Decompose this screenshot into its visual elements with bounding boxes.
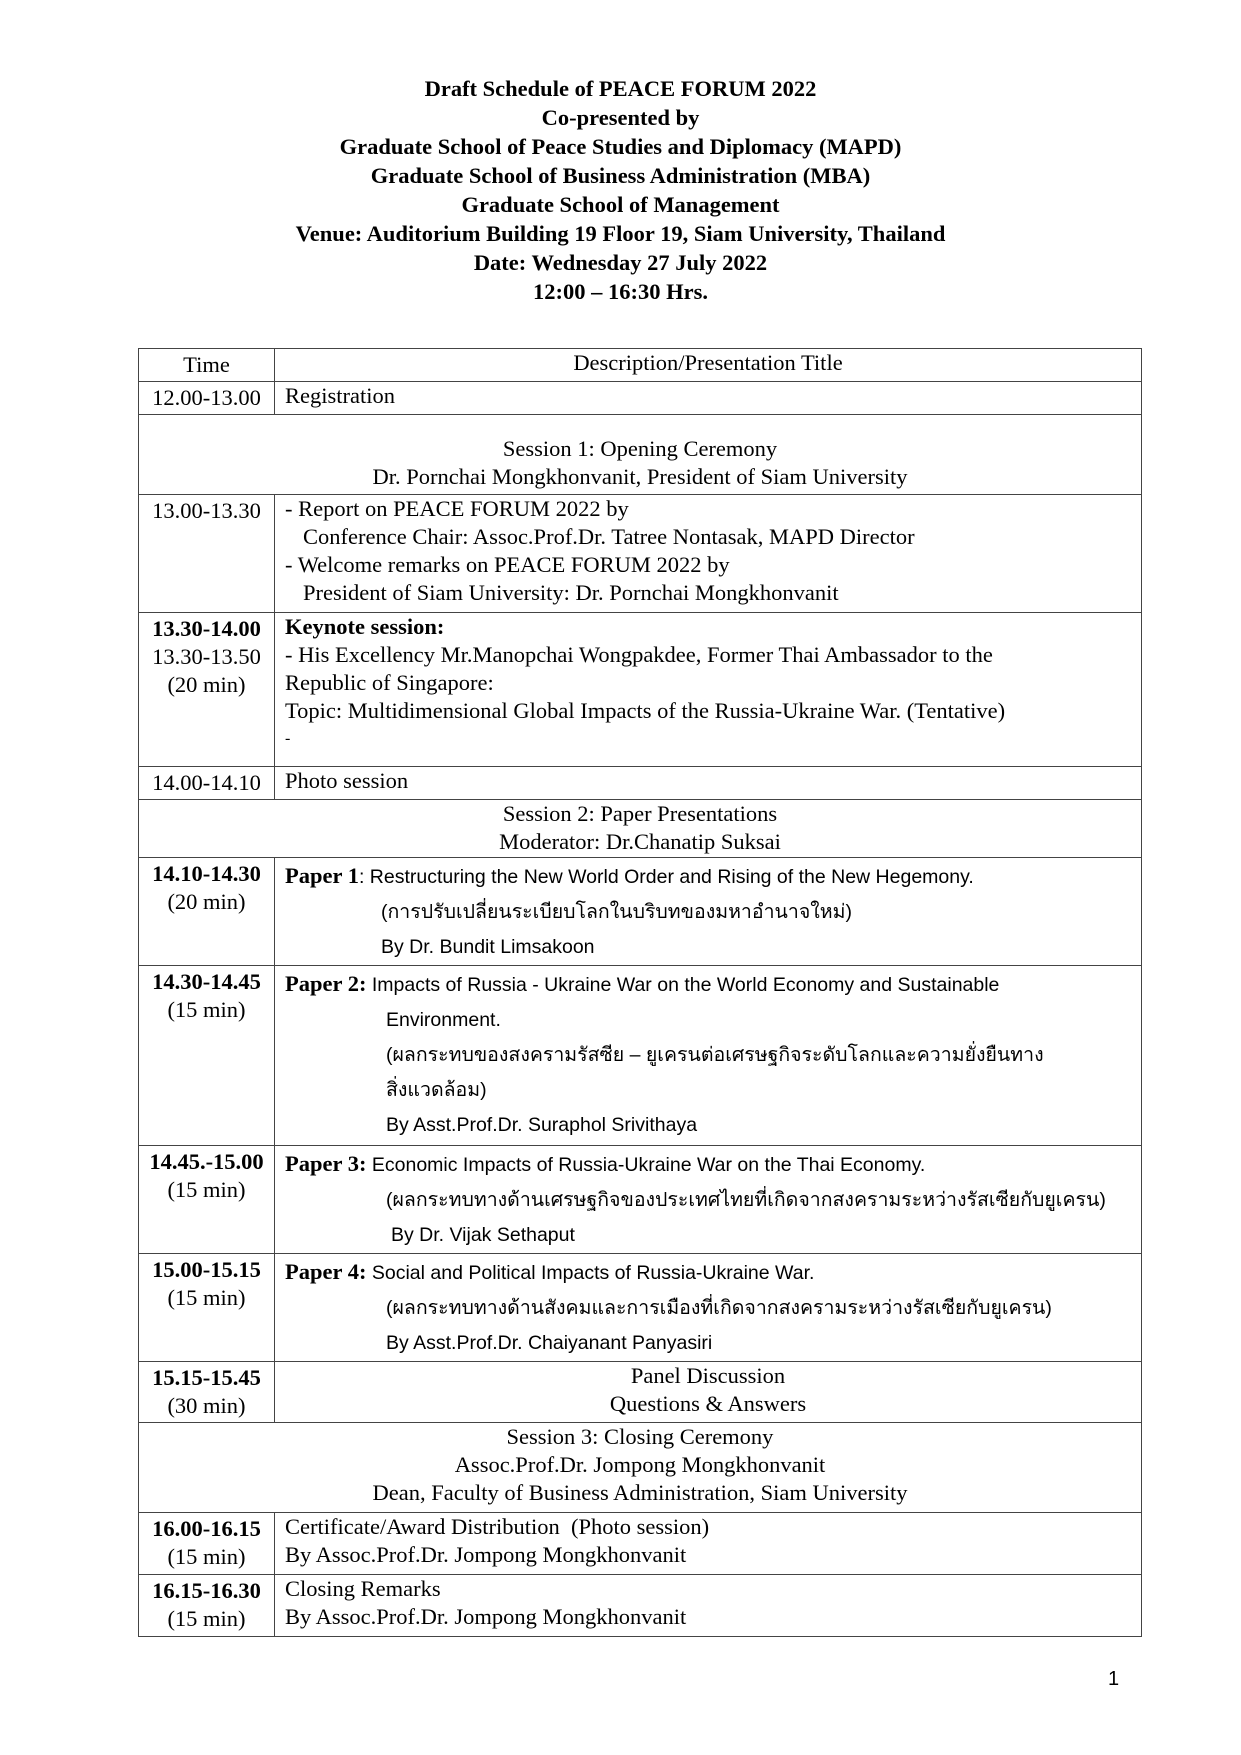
table-row [139,966,1142,1146]
text-line: - His Excellency Mr.Manopchai Wongpakdee, Former Thai Ambassador to the [285,642,993,667]
hours-line: 12:00 – 16:30 Hrs. [533,279,708,304]
table-header-row [139,349,1142,382]
time-range: 14.45.-15.00 [149,1149,264,1174]
time-cell: 13.00-13.30 [139,495,275,613]
time-range: 14.10-14.30 [152,861,261,886]
time-cell [139,1575,275,1637]
paper-label: Paper 3: [285,1151,367,1176]
session-chair: Dr. Pornchai Mongkhonvanit, President of Siam University [372,464,908,489]
paper-title: Social and Political Impacts of Russia-Ukraine War. [366,1262,815,1284]
paper-label: Paper 1 [285,863,359,888]
session-title: Session 1: Opening Ceremony [502,436,778,461]
time-range: 16.15-16.30 [152,1578,261,1603]
organizer-management: Graduate School of Management [461,192,780,217]
time-range: 15.15-15.45 [152,1365,261,1390]
session-row [139,1423,1142,1513]
venue-line: Venue: Auditorium Building 19 Floor 19, Siam University, Thailand [295,221,946,246]
table-row [139,1575,1142,1637]
description-cell [275,1362,1142,1423]
duration: (30 min) [167,1393,246,1418]
description-cell [275,613,1142,767]
table-row [139,1362,1142,1423]
session-2-heading [139,800,1142,858]
session-host-name: Assoc.Prof.Dr. Jompong Mongkhonvanit [454,1452,826,1477]
table-row [139,767,1142,800]
schedule-table [138,348,1142,1637]
paper-title: Economic Impacts of Russia-Ukraine War on the Thai Economy. [366,1154,926,1176]
session-row [139,800,1142,858]
text-line: - Welcome remarks on PEACE FORUM 2022 by [285,552,730,577]
text-line: Certificate/Award Distribution (Photo session) [285,1514,710,1539]
paper-thai-title: (ผลกระทบของสงครามรัสซีย – ยูเครนต่อเศรษฐกิจระดับโลกและความยั่งยืนทาง [386,1044,1044,1066]
table-row [139,613,1142,767]
text-line: Republic of Singapore: [285,670,494,695]
session-1-heading [139,415,1142,495]
text-line: By Assoc.Prof.Dr. Jompong Mongkhonvanit [285,1604,687,1629]
duration: (15 min) [167,1544,246,1569]
paper-title: : Restructuring the New World Order and Rising of the New Hegemony. [358,866,974,888]
paper-author: By Asst.Prof.Dr. Chaiyanant Panyasiri [386,1332,713,1354]
description-cell [275,858,1142,966]
panel-subtitle: Questions & Answers [609,1391,807,1416]
time-cell [139,1254,275,1362]
time-cell [139,858,275,966]
time-range: 13.30-14.00 [152,616,261,641]
date-line: Date: Wednesday 27 July 2022 [473,250,768,275]
table-row [139,1513,1142,1575]
paper-label: Paper 2: [285,971,367,996]
time-cell: 14.00-14.10 [139,767,275,800]
paper-author: By Dr. Vijak Sethaput [391,1224,575,1246]
text-line: Closing Remarks [285,1576,441,1601]
copresented-line: Co-presented by [541,105,700,130]
description-cell [275,1146,1142,1254]
time-cell [139,1513,275,1575]
duration: (15 min) [167,997,246,1022]
duration: (15 min) [167,1177,246,1202]
time-cell: 12.00-13.00 [139,382,275,415]
paper-thai-title: (การปรับเปลี่ยนระเบียบโลกในบริบทของมหาอำนาจใหม่) [381,901,852,923]
panel-title: Panel Discussion [630,1363,786,1388]
session-title: Session 3: Closing Ceremony [506,1424,774,1449]
text-line: Topic: Multidimensional Global Impacts of the Russia-Ukraine War. (Tentative) [285,698,1006,723]
description-cell [275,1254,1142,1362]
time-range: 14.30-14.45 [152,969,261,994]
sub-time-range: 13.30-13.50 [152,644,261,669]
organizer-mapd: Graduate School of Peace Studies and Diplomacy (MAPD) [339,134,902,159]
page-number: 1 [1108,1668,1120,1690]
description-cell [275,1513,1142,1575]
paper-label: Paper 4: [285,1259,367,1284]
keynote-heading: Keynote session: [285,614,445,639]
table-row [139,495,1142,613]
paper-title: Impacts of Russia - Ukraine War on the World Economy and Sustainable [366,974,1000,996]
text-line: - Report on PEACE FORUM 2022 by [285,496,629,521]
text-line: President of Siam University: Dr. Pornchai Mongkhonvanit [303,580,839,605]
paper-thai-title-cont: สิ่งแวดล้อม) [386,1079,487,1101]
duration: (15 min) [167,1285,246,1310]
time-column-header: Time [139,349,275,382]
description-column-header: Description/Presentation Title [275,349,1142,382]
paper-thai-title: (ผลกระทบทางด้านสังคมและการเมืองที่เกิดจากสงครามระหว่างรัสเซียกับยูเครน) [386,1297,1052,1319]
paper-thai-title: (ผลกระทบทางด้านเศรษฐกิจของประเทศไทยที่เกิดจากสงครามระหว่างรัสเซียกับยูเครน) [386,1189,1106,1211]
session-moderator: Moderator: Dr.Chanatip Suksai [499,829,781,854]
time-range: 15.00-15.15 [152,1257,261,1282]
text-line: - [285,730,291,747]
session-title: Session 2: Paper Presentations [502,801,778,826]
paper-author: By Asst.Prof.Dr. Suraphol Srivithaya [386,1114,698,1136]
table-row [139,858,1142,966]
text-line: By Assoc.Prof.Dr. Jompong Mongkhonvanit [285,1542,687,1567]
session-host-role: Dean, Faculty of Business Administration, Siam University [372,1480,908,1505]
time-range: 16.00-16.15 [152,1516,261,1541]
duration: (20 min) [167,672,246,697]
organizer-mba: Graduate School of Business Administration (MBA) [370,163,871,188]
table-row [139,1254,1142,1362]
document-title: Draft Schedule of PEACE FORUM 2022 [424,76,817,101]
paper-title-cont: Environment. [386,1009,501,1031]
description-cell: Registration [275,382,1142,415]
time-cell [139,966,275,1146]
time-cell [139,613,275,767]
duration: (20 min) [167,889,246,914]
session-row [139,415,1142,495]
table-row [139,382,1142,415]
time-cell [139,1362,275,1423]
description-cell: Photo session [275,767,1142,800]
description-cell [275,966,1142,1146]
session-3-heading [139,1423,1142,1513]
description-cell [275,495,1142,613]
time-cell [139,1146,275,1254]
description-cell [275,1575,1142,1637]
table-row [139,1146,1142,1254]
duration: (15 min) [167,1606,246,1631]
text-line: Conference Chair: Assoc.Prof.Dr. Tatree Nontasak, MAPD Director [303,524,915,549]
paper-author: By Dr. Bundit Limsakoon [381,936,595,958]
document-header [0,74,1241,306]
